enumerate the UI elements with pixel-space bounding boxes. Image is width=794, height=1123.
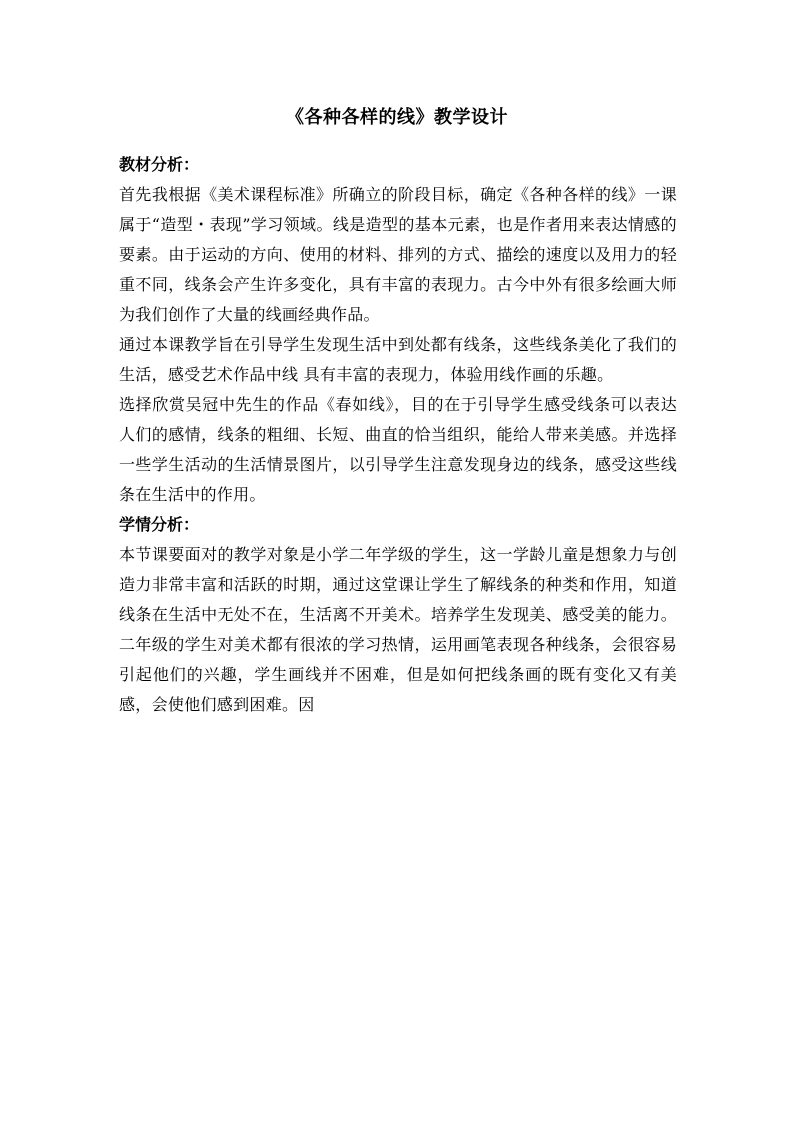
- paragraph-textbook-1: 首先我根据《美术课程标准》所确立的阶段目标，确定《各种各样的线》一课属于“造型・表现”学习领域。线是造型的基本元素，也是作者用来表达情感的要素。由于运动的方向、使用的材料、排列的方式、描绘的速度以及用力的轻重不同，线条会产生许多变化，具有丰富的表现力。古今中外有很多绘画大师为我们创作了大量的线画经典作品。: [119, 185, 677, 324]
- document-title: 《各种各样的线》教学设计: [286, 107, 508, 128]
- paragraph-textbook-3: 选择欣赏吴冠中先生的作品《春如线》，目的在于引导学生感受线条可以表达人们的感情，线条的粗细、长短、曲直的恰当组织，能给人带来美感。并选择一些学生活动的生活情景图片，以引导学生注意发现身边的线条，感受这些线条在生活中的作用。: [119, 395, 677, 504]
- paragraph-textbook-2: 通过本课教学旨在引导学生发现生活中到处都有线条，这些线条美化了我们的生活，感受艺术作品中线 具有丰富的表现力，体验用线作画的乐趣。: [119, 335, 677, 384]
- section-heading-textbook-analysis: 教材分析：: [119, 155, 200, 174]
- section-heading-student-analysis: 学情分析：: [119, 515, 200, 534]
- paragraph-student-1: 本节课要面对的教学对象是小学二年学级的学生，这一学龄儿童是想象力与创造力非常丰富和活跃的时期，通过这堂课让学生了解线条的种类和作用，知道线条在生活中无处不在，生活离不开美术。培养学生发现美、感受美的能力。二年级的学生对美术都有很浓的学习热情，运用画笔表现各种线条，会很容易引起他们的兴趣，学生画线并不困难，但是如何把线条画的既有变化又有美感，会使他们感到困难。因: [119, 545, 677, 714]
- document-body: [119, 150, 677, 720]
